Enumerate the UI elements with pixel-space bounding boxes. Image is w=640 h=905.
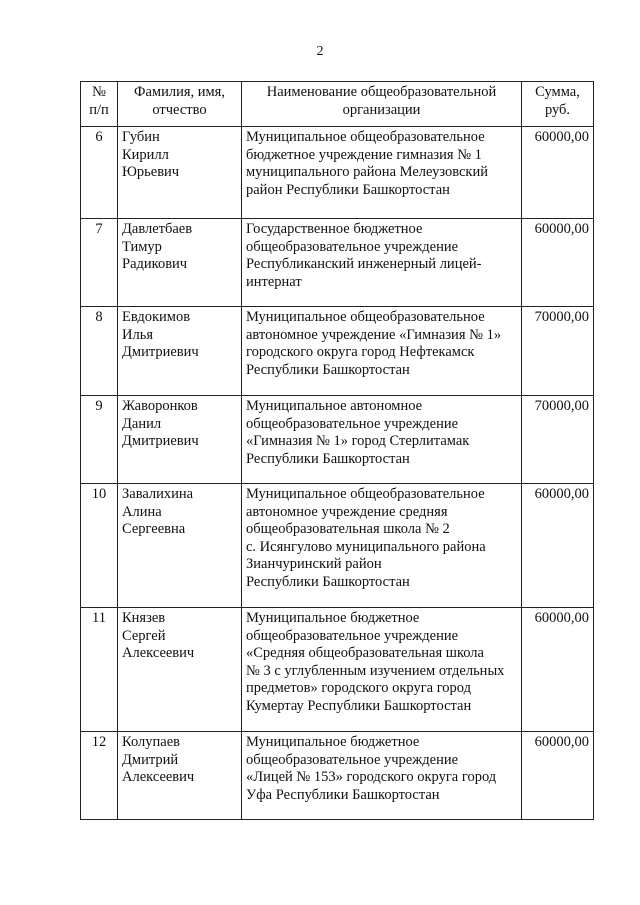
header-number: № п/п — [81, 82, 118, 127]
row-organization: Государственное бюджетное общеобразовательное учреждение Республиканский инженерный лицей- интернат — [242, 219, 522, 307]
row-full-name: Евдокимов Илья Дмитриевич — [118, 307, 242, 396]
table-row — [81, 307, 594, 396]
page-number: 2 — [316, 44, 324, 59]
row-organization: Муниципальное автономное общеобразовательное учреждение «Гимназия № 1» город Стерлитамак Республики Башкортостан — [242, 396, 522, 484]
row-number: 11 — [81, 608, 118, 732]
table-row — [81, 732, 594, 820]
table-row — [81, 219, 594, 307]
row-full-name: Жаворонков Данил Дмитриевич — [118, 396, 242, 484]
row-full-name: Колупаев Дмитрий Алексеевич — [118, 732, 242, 820]
row-full-name: Князев Сергей Алексеевич — [118, 608, 242, 732]
row-full-name: Завалихина Алина Сергеевна — [118, 484, 242, 608]
row-number: 10 — [81, 484, 118, 608]
row-sum: 60000,00 — [522, 484, 594, 608]
table-row — [81, 127, 594, 219]
header-sum: Сумма, руб. — [522, 82, 594, 127]
row-organization: Муниципальное общеобразовательное бюджетное учреждение гимназия № 1 муниципального района Мелеузовский район Республики Башкортостан — [242, 127, 522, 219]
header-organization: Наименование общеобразовательной организации — [242, 82, 522, 127]
row-number: 7 — [81, 219, 118, 307]
row-sum: 60000,00 — [522, 608, 594, 732]
row-sum: 60000,00 — [522, 732, 594, 820]
row-sum: 60000,00 — [522, 219, 594, 307]
row-organization: Муниципальное бюджетное общеобразовательное учреждение «Лицей № 153» городского округа город Уфа Республики Башкортостан — [242, 732, 522, 820]
row-full-name: Давлетбаев Тимур Радикович — [118, 219, 242, 307]
row-sum: 70000,00 — [522, 307, 594, 396]
row-number: 9 — [81, 396, 118, 484]
table-row — [81, 396, 594, 484]
row-sum: 70000,00 — [522, 396, 594, 484]
award-table — [80, 81, 594, 820]
row-number: 6 — [81, 127, 118, 219]
table-row — [81, 608, 594, 732]
row-organization: Муниципальное бюджетное общеобразовательное учреждение «Средняя общеобразовательная школа № 3 с углубленным изучением отдельных предметов» городского округа город Кумертау Республики Башкортостан — [242, 608, 522, 732]
row-number: 12 — [81, 732, 118, 820]
row-sum: 60000,00 — [522, 127, 594, 219]
row-full-name: Губин Кирилл Юрьевич — [118, 127, 242, 219]
row-number: 8 — [81, 307, 118, 396]
table-row — [81, 484, 594, 608]
table-header-row — [81, 82, 594, 127]
row-organization: Муниципальное общеобразовательное автономное учреждение средняя общеобразовательная школа № 2 с. Исянгулово муниципального района Зианчуринский район Республики Башкортостан — [242, 484, 522, 608]
row-organization: Муниципальное общеобразовательное автономное учреждение «Гимназия № 1» городского округа город Нефтекамск Республики Башкортостан — [242, 307, 522, 396]
header-full-name: Фамилия, имя, отчество — [118, 82, 242, 127]
